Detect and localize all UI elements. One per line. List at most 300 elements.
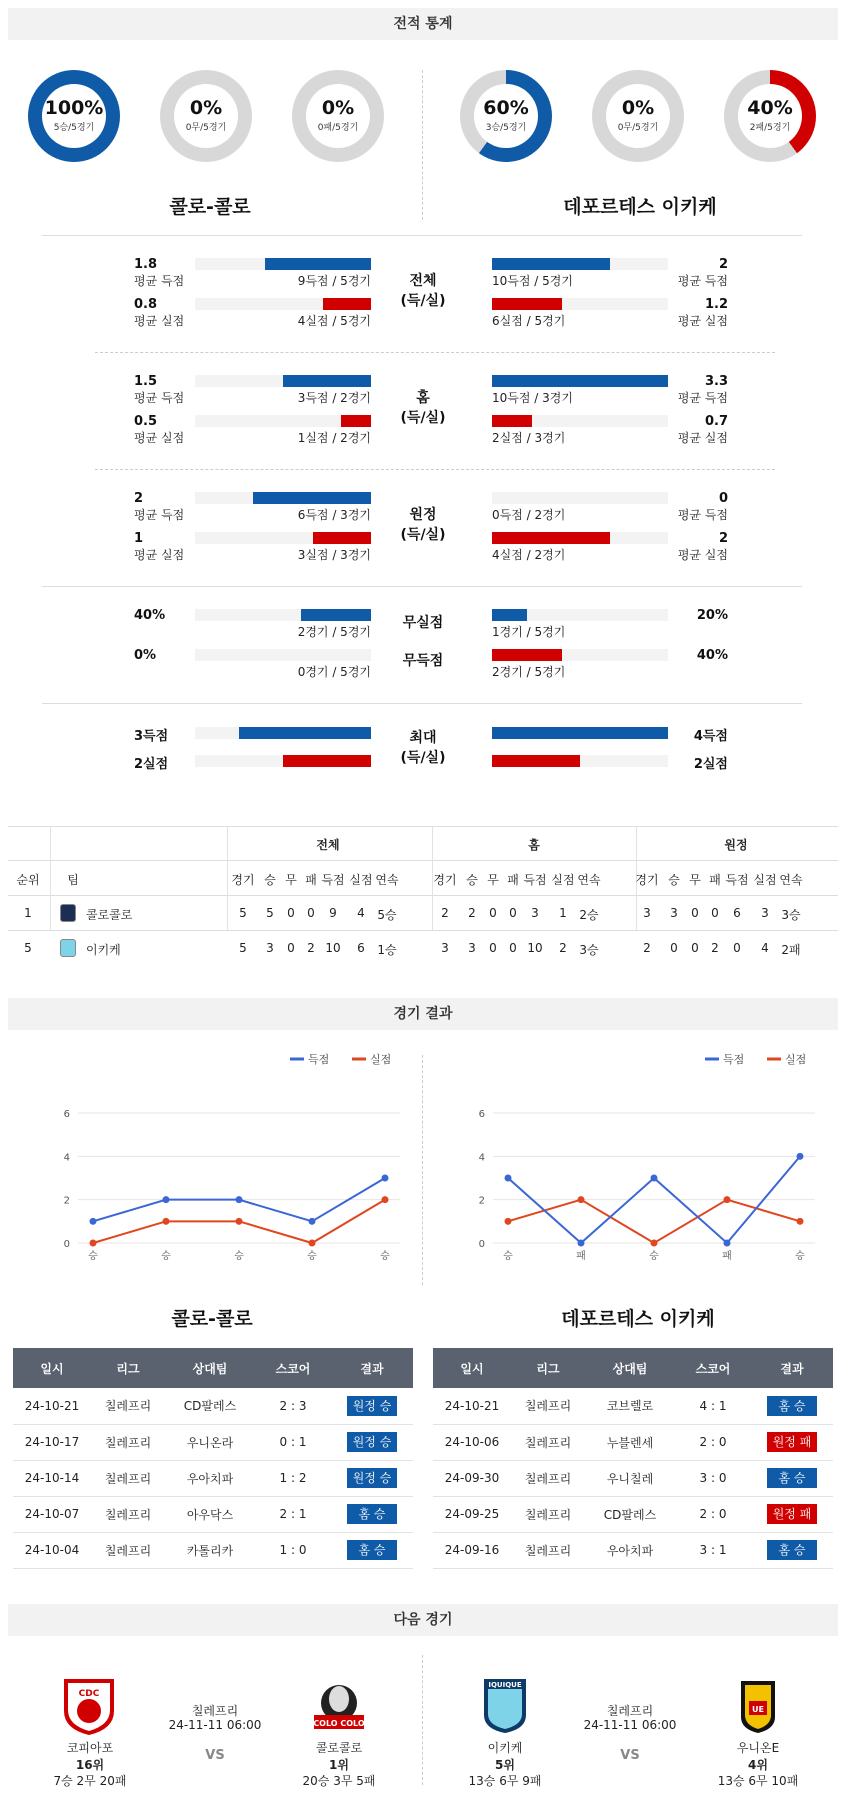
home-noscore-value: 0% (134, 648, 157, 663)
donut-home-2 (292, 70, 384, 162)
legend-label: 득점 (308, 1053, 330, 1066)
data-point (724, 1196, 731, 1203)
divider (8, 826, 838, 827)
donut-caption: 3승/5경기 (485, 123, 527, 133)
home-concede-label: 평균 실점 (134, 431, 185, 445)
home-concede-bar (323, 298, 371, 310)
home-max-concede: 2실점 (134, 757, 169, 772)
donut-away-0 (460, 70, 552, 162)
away-concede-detail: 2실점 / 3경기 (492, 431, 566, 445)
away-score-label: 평균 득점 (677, 391, 728, 405)
home-max-score-bar (239, 727, 371, 739)
away-team-title: 데포르테스 이키케 (563, 196, 717, 218)
header-col: 무 (487, 873, 499, 887)
stat-cell: 3 (670, 906, 678, 920)
table-row (433, 1496, 833, 1532)
header-col: 득점 (321, 873, 345, 887)
home-clean-detail: 2경기 / 5경기 (297, 625, 371, 639)
next-home-time: 24-11-11 06:00 (168, 1718, 262, 1732)
home-concede-detail: 3실점 / 3경기 (297, 548, 371, 562)
home-concede-label: 평균 실점 (134, 314, 185, 328)
data-point (651, 1240, 658, 1247)
stat-cell: 2승 (579, 908, 599, 922)
stat-cell: 2 (711, 941, 719, 955)
home-concede-value: 1 (134, 531, 144, 546)
group-header-home: 홈 (528, 838, 540, 852)
home-clean-bar (301, 609, 371, 621)
result-score: 4 : 1 (675, 1388, 751, 1424)
next-away-t1-rank: 5위 (495, 1758, 515, 1772)
next-home-t2-name: 콜로콜로 (315, 1741, 363, 1755)
away-score-detail: 10득점 / 3경기 (492, 391, 573, 405)
stat-cell: 4 (357, 906, 365, 920)
home-score-bar (283, 375, 371, 387)
y-tick-label: 6 (478, 1109, 485, 1120)
rank-cell: 1 (24, 906, 32, 920)
home-noscore-detail: 0경기 / 5경기 (297, 665, 371, 679)
donut-percent: 100% (44, 97, 104, 119)
data-point (578, 1196, 585, 1203)
result-score: 2 : 0 (675, 1496, 751, 1532)
results-header: 상대팀 (165, 1348, 255, 1388)
stat-cell: 2 (643, 941, 651, 955)
stat-cell: 3 (531, 906, 539, 920)
result-badge: 홈 승 (767, 1468, 817, 1488)
away-concede-label: 평균 실점 (677, 314, 728, 328)
header-col: 연속 (779, 873, 803, 887)
next-away-t1-name: 이키케 (487, 1741, 523, 1755)
result-badge: 홈 승 (767, 1540, 817, 1560)
header-col: 경기 (635, 873, 659, 887)
divider (50, 826, 51, 930)
result-league: 칠레프리 (511, 1496, 585, 1532)
result-score: 0 : 1 (255, 1424, 331, 1460)
team-cell: 이키케 (86, 943, 121, 957)
category-label: 무실점 (402, 615, 444, 631)
results-header: 일시 (13, 1348, 91, 1388)
data-point (578, 1240, 585, 1247)
y-tick-label: 6 (63, 1109, 70, 1120)
header-col: 승 (466, 873, 478, 887)
result-date: 24-10-04 (13, 1532, 91, 1568)
result-date: 24-10-07 (13, 1496, 91, 1532)
divider (42, 235, 802, 236)
stat-cell: 3승 (579, 943, 599, 957)
next-home-league: 칠레프리 (191, 1704, 239, 1718)
result-date: 24-09-30 (433, 1460, 511, 1496)
table-row (433, 1424, 833, 1460)
result-league: 칠레프리 (511, 1532, 585, 1568)
result-league: 칠레프리 (511, 1424, 585, 1460)
table-row (433, 1532, 833, 1568)
data-point (382, 1175, 389, 1182)
stat-cell: 1 (559, 906, 567, 920)
home-results-table (13, 1348, 413, 1569)
divider (95, 469, 775, 470)
home-score-detail: 9득점 / 5경기 (297, 274, 371, 288)
home-concede-bar (313, 532, 371, 544)
header-col: 실점 (551, 873, 575, 887)
stat-cell: 5승 (377, 908, 397, 922)
result-date: 24-09-25 (433, 1496, 511, 1532)
divider (42, 586, 802, 587)
rank-cell: 5 (24, 941, 32, 955)
header-col: 연속 (577, 873, 601, 887)
donut-percent: 0% (189, 97, 223, 119)
table-row (13, 1388, 413, 1424)
y-tick-label: 2 (63, 1195, 70, 1207)
y-tick-label: 0 (478, 1239, 485, 1250)
home-concede-bar (341, 415, 371, 427)
section-title-results: 경기 결과 (8, 998, 838, 1030)
result-opp: 우니온라 (165, 1424, 255, 1460)
y-tick-label: 4 (478, 1152, 485, 1164)
data-point (797, 1153, 804, 1160)
next-away-t2-rank: 4위 (748, 1758, 768, 1772)
home-results-title: 콜로-콜로 (171, 1308, 253, 1330)
stat-cell: 0 (307, 906, 315, 920)
result-outcome (331, 1460, 413, 1496)
y-tick-label: 2 (478, 1195, 485, 1207)
stat-cell: 2 (559, 941, 567, 955)
x-tick-label: 승 (88, 1251, 98, 1262)
header-col: 무 (285, 873, 297, 887)
divider (95, 352, 775, 353)
result-score: 1 : 0 (255, 1532, 331, 1568)
donut-caption: 0무/5경기 (185, 123, 227, 133)
away-concede-value: 0.7 (704, 414, 728, 429)
stat-cell: 0 (670, 941, 678, 955)
stat-cell: 1승 (377, 943, 397, 957)
result-opp: 코브렐로 (585, 1388, 675, 1424)
home-concede-value: 0.5 (134, 414, 158, 429)
svg-text:CDC: CDC (78, 1689, 100, 1699)
svg-text:COLO COLO: COLO COLO (313, 1719, 365, 1728)
category-sublabel: (득/실) (400, 527, 446, 543)
divider (8, 860, 838, 861)
stat-cell: 0 (509, 906, 517, 920)
result-date: 24-10-06 (433, 1424, 511, 1460)
away-score-value: 0 (718, 491, 728, 506)
results-header: 리그 (511, 1348, 585, 1388)
x-tick-label: 승 (649, 1251, 659, 1262)
stat-cell: 4 (761, 941, 769, 955)
home-results-chart (30, 1045, 420, 1285)
data-point (505, 1218, 512, 1225)
result-outcome (751, 1496, 833, 1532)
away-concede-bar (492, 298, 562, 310)
stat-cell: 6 (357, 941, 365, 955)
header-team: 팀 (67, 873, 79, 887)
data-point (236, 1218, 243, 1225)
result-league: 칠레프리 (91, 1532, 165, 1568)
stat-cell: 9 (329, 906, 337, 920)
stat-cell: 5 (266, 906, 274, 920)
legend-label: 득점 (723, 1053, 745, 1066)
stat-cell: 5 (239, 906, 247, 920)
home-score-value: 1.8 (134, 257, 158, 272)
result-score: 2 : 3 (255, 1388, 331, 1424)
result-opp: 우아치파 (165, 1460, 255, 1496)
svg-text:UE: UE (752, 1705, 764, 1714)
home-concede-detail: 4실점 / 5경기 (297, 314, 371, 328)
away-max-concede: 2실점 (693, 757, 728, 772)
next-away-t1-record: 13승 6무 9패 (468, 1774, 542, 1788)
data-point (90, 1218, 97, 1225)
legend-label: 실점 (785, 1053, 807, 1066)
result-outcome (751, 1532, 833, 1568)
result-outcome (751, 1460, 833, 1496)
divider (8, 930, 838, 931)
home-score-detail: 3득점 / 2경기 (297, 391, 371, 405)
header-col: 실점 (753, 873, 777, 887)
data-point (724, 1240, 731, 1247)
stat-cell: 10 (325, 941, 341, 955)
category-sublabel: (득/실) (400, 293, 446, 309)
category-label: 무득점 (402, 653, 444, 669)
stat-cell: 3 (761, 906, 769, 920)
result-opp: 카톨리카 (165, 1532, 255, 1568)
result-badge: 홈 승 (767, 1396, 817, 1416)
away-max-concede-bar (492, 755, 580, 767)
away-clean-value: 20% (696, 608, 728, 623)
results-header: 결과 (331, 1348, 413, 1388)
header-rank: 순위 (16, 873, 40, 887)
x-tick-label: 승 (234, 1251, 244, 1262)
home-concede-value: 0.8 (134, 297, 158, 312)
divider (422, 1655, 423, 1785)
colocolo-logo-icon (308, 1675, 370, 1737)
donut-percent: 40% (747, 97, 793, 119)
results-header: 스코어 (255, 1348, 331, 1388)
result-badge: 홈 승 (347, 1540, 397, 1560)
donut-caption: 0패/5경기 (317, 123, 359, 133)
result-league: 칠레프리 (91, 1388, 165, 1424)
donut-home-0 (28, 70, 120, 162)
series-line (508, 1200, 800, 1243)
away-concede-label: 평균 실점 (677, 431, 728, 445)
data-point (797, 1218, 804, 1225)
donut-away-2 (724, 70, 816, 162)
team-cell: 콜로콜로 (86, 908, 133, 922)
results-header: 스코어 (675, 1348, 751, 1388)
result-outcome (331, 1532, 413, 1568)
result-badge: 원정 승 (347, 1432, 397, 1452)
stat-cell: 2패 (781, 943, 801, 957)
table-row (433, 1388, 833, 1424)
next-home-t2-rank: 1위 (329, 1758, 349, 1772)
divider (42, 703, 802, 704)
away-max-score-bar (492, 727, 668, 739)
result-score: 2 : 1 (255, 1496, 331, 1532)
group-header-away: 원정 (724, 838, 748, 852)
away-results-table (433, 1348, 833, 1569)
union-espanola-logo-icon (727, 1675, 789, 1737)
divider (8, 895, 838, 896)
bar-track (195, 649, 371, 661)
result-league: 칠레프리 (91, 1460, 165, 1496)
x-tick-label: 승 (161, 1251, 171, 1262)
donut-percent: 60% (483, 97, 529, 119)
stat-cell: 3 (441, 941, 449, 955)
result-badge: 원정 승 (347, 1468, 397, 1488)
table-row (433, 1460, 833, 1496)
result-badge: 원정 패 (767, 1504, 817, 1524)
header-col: 패 (709, 873, 721, 887)
result-date: 24-10-21 (13, 1388, 91, 1424)
legend-label: 실점 (370, 1053, 392, 1066)
data-point (236, 1196, 243, 1203)
away-concede-bar (492, 415, 532, 427)
away-concede-value: 2 (718, 531, 728, 546)
header-col: 승 (668, 873, 680, 887)
divider (422, 70, 423, 220)
data-point (382, 1196, 389, 1203)
donut-home-1 (160, 70, 252, 162)
stat-cell: 0 (691, 906, 699, 920)
home-concede-detail: 1실점 / 2경기 (297, 431, 371, 445)
donut-caption: 0무/5경기 (617, 123, 659, 133)
donut-caption: 5승/5경기 (53, 123, 95, 133)
away-score-bar (492, 258, 610, 270)
result-badge: 원정 승 (347, 1396, 397, 1416)
table-row (13, 1460, 413, 1496)
header-col: 패 (305, 873, 317, 887)
home-concede-label: 평균 실점 (134, 548, 185, 562)
stat-cell: 0 (489, 906, 497, 920)
next-home-t1-record: 7승 2무 20패 (53, 1774, 127, 1788)
stat-cell: 2 (307, 941, 315, 955)
results-header: 리그 (91, 1348, 165, 1388)
group-header-total: 전체 (316, 838, 340, 852)
home-score-label: 평균 득점 (134, 508, 185, 522)
result-outcome (331, 1496, 413, 1532)
stat-cell: 6 (733, 906, 741, 920)
stat-cell: 0 (287, 906, 295, 920)
table-row (13, 1496, 413, 1532)
result-league: 칠레프리 (511, 1388, 585, 1424)
home-score-label: 평균 득점 (134, 391, 185, 405)
next-home-t1-rank: 16위 (75, 1758, 105, 1772)
away-score-bar (492, 375, 668, 387)
table-row (13, 1532, 413, 1568)
category-label: 전체 (409, 273, 437, 289)
away-concede-bar (492, 532, 610, 544)
data-point (90, 1240, 97, 1247)
x-tick-label: 승 (503, 1251, 513, 1262)
colocolo-logo-icon (60, 904, 76, 922)
away-concede-detail: 6실점 / 5경기 (492, 314, 566, 328)
home-max-score: 3득점 (134, 729, 169, 744)
away-max-score: 4득점 (693, 729, 728, 744)
header-col: 연속 (375, 873, 399, 887)
result-outcome (331, 1424, 413, 1460)
stat-cell: 2 (468, 906, 476, 920)
result-league: 칠레프리 (91, 1496, 165, 1532)
data-point (163, 1218, 170, 1225)
data-point (309, 1218, 316, 1225)
away-score-label: 평균 득점 (677, 274, 728, 288)
result-score: 2 : 0 (675, 1424, 751, 1460)
data-point (163, 1196, 170, 1203)
header-col: 경기 (433, 873, 457, 887)
data-point (651, 1175, 658, 1182)
y-tick-label: 4 (63, 1152, 70, 1164)
away-score-value: 2 (718, 257, 728, 272)
home-score-detail: 6득점 / 3경기 (297, 508, 371, 522)
home-score-value: 2 (134, 491, 144, 506)
home-clean-value: 40% (134, 608, 166, 623)
next-home-t1-name: 코피아포 (66, 1741, 114, 1755)
stat-cell: 10 (527, 941, 543, 955)
divider (422, 1055, 423, 1285)
result-opp: CD팔레스 (585, 1496, 675, 1532)
away-score-detail: 0득점 / 2경기 (492, 508, 566, 522)
stat-cell: 0 (287, 941, 295, 955)
result-opp: CD팔레스 (165, 1388, 255, 1424)
donut-away-1 (592, 70, 684, 162)
result-score: 1 : 2 (255, 1460, 331, 1496)
results-header: 상대팀 (585, 1348, 675, 1388)
next-away-t2-name: 우니온E (736, 1741, 780, 1755)
result-league: 칠레프리 (511, 1460, 585, 1496)
stat-cell: 3승 (781, 908, 801, 922)
away-noscore-value: 40% (696, 648, 728, 663)
iquique-logo-icon (60, 939, 76, 957)
result-badge: 홈 승 (347, 1504, 397, 1524)
data-point (505, 1175, 512, 1182)
result-outcome (331, 1388, 413, 1424)
header-col: 승 (264, 873, 276, 887)
donut-caption: 2패/5경기 (749, 123, 791, 133)
header-col: 패 (507, 873, 519, 887)
header-col: 득점 (523, 873, 547, 887)
result-badge: 원정 패 (767, 1432, 817, 1452)
stat-cell: 0 (489, 941, 497, 955)
stat-cell: 3 (266, 941, 274, 955)
away-results-chart (445, 1045, 835, 1285)
iquique-logo-icon (474, 1675, 536, 1737)
away-clean-bar (492, 609, 527, 621)
away-noscore-bar (492, 649, 562, 661)
category-sublabel: (득/실) (400, 750, 446, 766)
vs-label: VS (205, 1748, 225, 1763)
result-league: 칠레프리 (91, 1424, 165, 1460)
x-tick-label: 승 (307, 1251, 317, 1262)
away-concede-label: 평균 실점 (677, 548, 728, 562)
x-tick-label: 승 (380, 1251, 390, 1262)
header-col: 실점 (349, 873, 373, 887)
bar-track (492, 492, 668, 504)
stat-cell: 2 (441, 906, 449, 920)
header-col: 득점 (725, 873, 749, 887)
x-tick-label: 승 (795, 1251, 805, 1262)
home-team-title: 콜로-콜로 (169, 196, 251, 218)
result-opp: 아우닥스 (165, 1496, 255, 1532)
x-tick-label: 패 (576, 1251, 586, 1262)
result-date: 24-10-14 (13, 1460, 91, 1496)
next-away-t2-record: 13승 6무 10패 (717, 1774, 799, 1788)
result-outcome (751, 1424, 833, 1460)
category-sublabel: (득/실) (400, 410, 446, 426)
category-label: 홈 (416, 390, 430, 406)
away-results-title: 데포르테스 이키케 (561, 1308, 715, 1330)
header-col: 무 (689, 873, 701, 887)
svg-text:IQUIQUE: IQUIQUE (488, 1681, 522, 1689)
donut-percent: 0% (621, 97, 655, 119)
results-header: 결과 (751, 1348, 833, 1388)
table-row (13, 1424, 413, 1460)
